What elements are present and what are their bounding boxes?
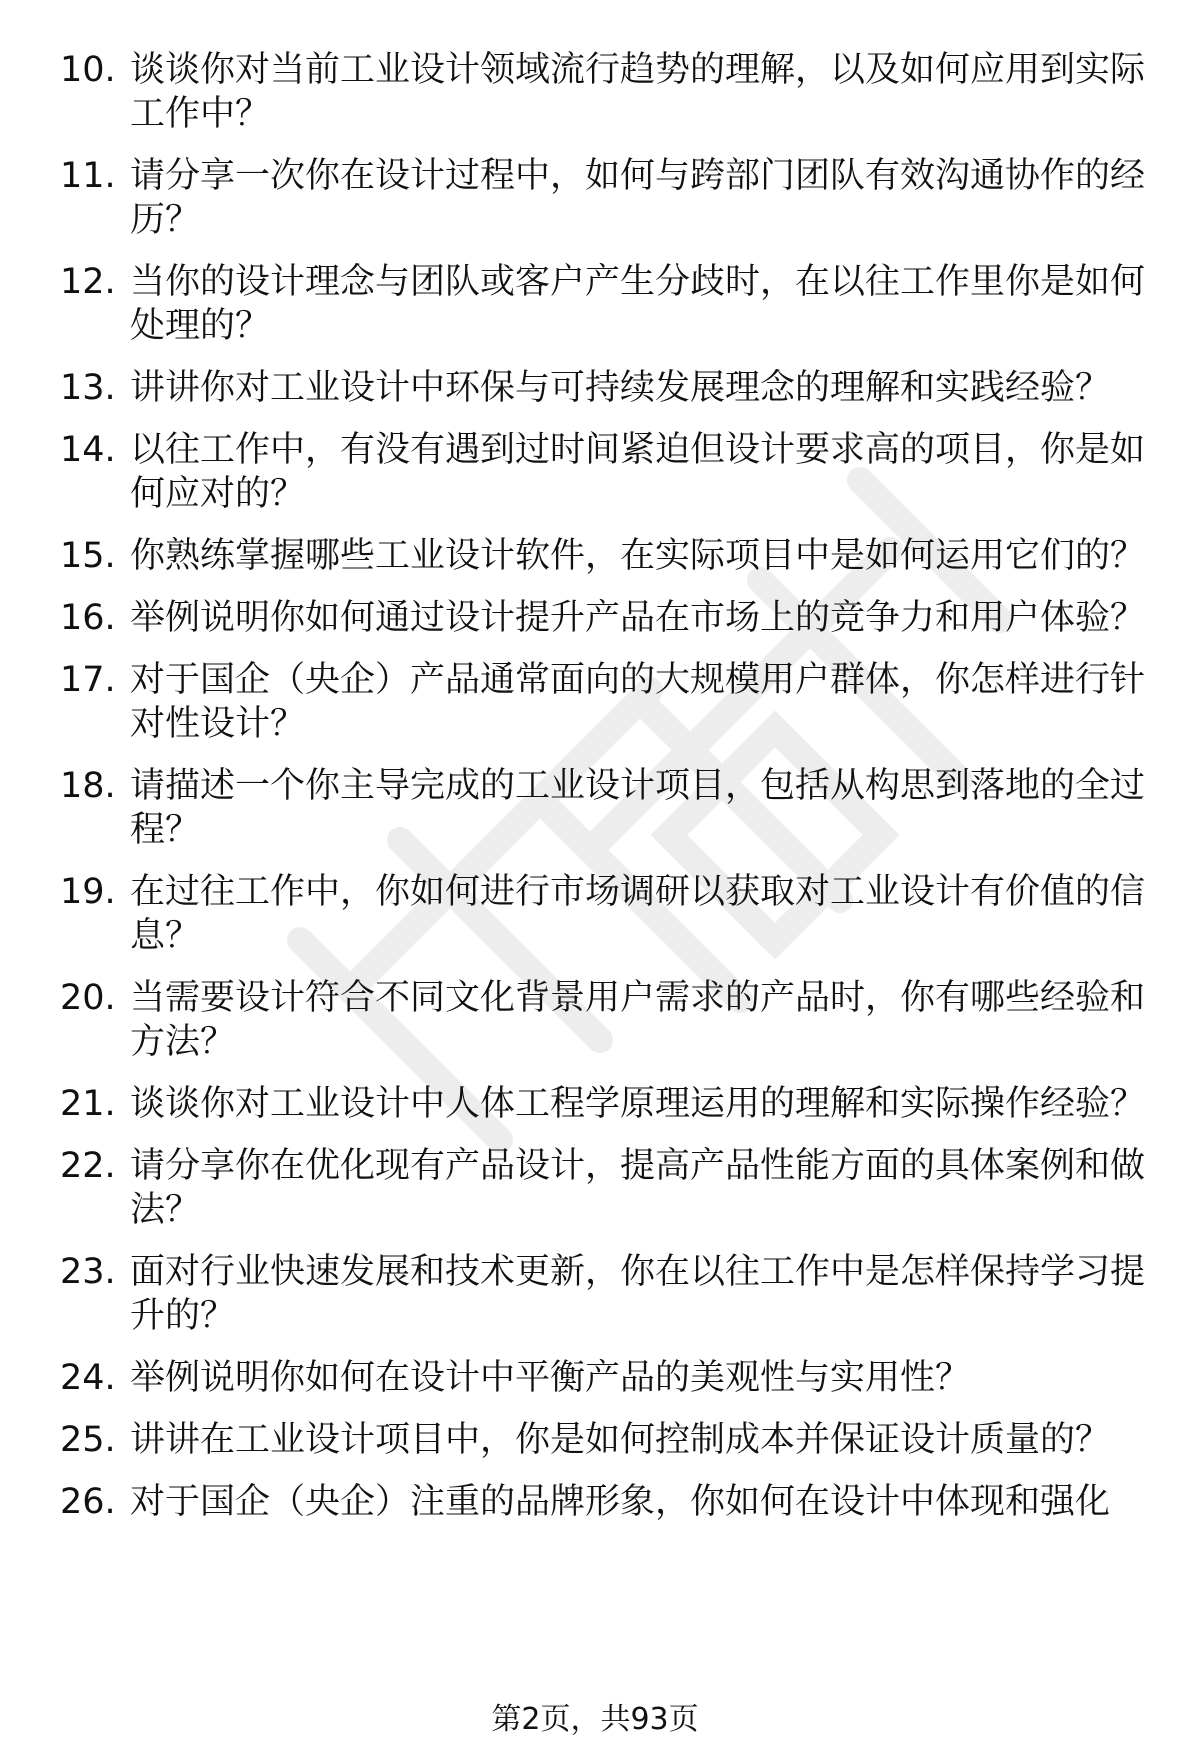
question-number: 12. <box>60 262 116 302</box>
question-item <box>60 658 1155 746</box>
question-number: 26. <box>60 1482 116 1522</box>
question-number: 18. <box>60 766 116 806</box>
question-text: 以往工作中，有没有遇到过时间紧迫但设计要求高的项目，你是如何应对的？ <box>130 430 1146 514</box>
question-number: 23. <box>60 1252 116 1292</box>
question-item <box>60 534 1155 578</box>
question-text: 请分享你在优化现有产品设计，提高产品性能方面的具体案例和做法？ <box>130 1146 1146 1230</box>
question-text: 你熟练掌握哪些工业设计软件，在实际项目中是如何运用它们的？ <box>130 536 1146 576</box>
question-number: 16. <box>60 598 116 638</box>
question-number: 22. <box>60 1146 116 1186</box>
question-item <box>60 1356 1155 1400</box>
question-item <box>60 976 1155 1064</box>
question-item <box>60 260 1155 348</box>
question-number: 14. <box>60 430 116 470</box>
question-text: 举例说明你如何通过设计提升产品在市场上的竞争力和用户体验？ <box>130 598 1146 638</box>
question-number: 24. <box>60 1358 116 1398</box>
question-number: 15. <box>60 536 116 576</box>
question-text: 举例说明你如何在设计中平衡产品的美观性与实用性？ <box>130 1358 971 1398</box>
question-number: 21. <box>60 1084 116 1124</box>
question-item <box>60 428 1155 516</box>
question-text: 谈谈你对工业设计中人体工程学原理运用的理解和实际操作经验？ <box>130 1084 1146 1124</box>
interview-question-list <box>60 48 1155 1542</box>
question-item <box>60 366 1155 410</box>
question-number: 19. <box>60 872 116 912</box>
question-number: 11. <box>60 156 116 196</box>
question-number: 20. <box>60 978 116 1018</box>
question-number: 10. <box>60 50 116 90</box>
question-text: 讲讲你对工业设计中环保与可持续发展理念的理解和实践经验？ <box>130 368 1111 408</box>
question-item <box>60 764 1155 852</box>
question-number: 17. <box>60 660 116 700</box>
question-item <box>60 870 1155 958</box>
question-text: 对于国企（央企）注重的品牌形象，你如何在设计中体现和强化 <box>130 1482 1111 1522</box>
question-text: 讲讲在工业设计项目中，你是如何控制成本并保证设计质量的？ <box>130 1420 1111 1460</box>
question-text: 在过往工作中，你如何进行市场调研以获取对工业设计有价值的信息？ <box>130 872 1146 956</box>
question-text: 当需要设计符合不同文化背景用户需求的产品时，你有哪些经验和方法？ <box>130 978 1146 1062</box>
question-item <box>60 1480 1155 1524</box>
question-number: 13. <box>60 368 116 408</box>
page-number-footer: 第2页，共93页 <box>491 1702 699 1737</box>
question-item <box>60 1250 1155 1338</box>
question-text: 谈谈你对当前工业设计领域流行趋势的理解，以及如何应用到实际工作中？ <box>130 50 1146 134</box>
question-item <box>60 596 1155 640</box>
question-text: 对于国企（央企）产品通常面向的大规模用户群体，你怎样进行针对性设计？ <box>130 660 1146 744</box>
question-text: 请分享一次你在设计过程中，如何与跨部门团队有效沟通协作的经历？ <box>130 156 1146 240</box>
question-item <box>60 1082 1155 1126</box>
question-item <box>60 154 1155 242</box>
question-item <box>60 1144 1155 1232</box>
question-item <box>60 1418 1155 1462</box>
question-item <box>60 48 1155 136</box>
question-text: 请描述一个你主导完成的工业设计项目，包括从构思到落地的全过程？ <box>130 766 1146 850</box>
question-text: 当你的设计理念与团队或客户产生分歧时，在以往工作里你是如何处理的？ <box>130 262 1146 346</box>
question-number: 25. <box>60 1420 116 1460</box>
question-text: 面对行业快速发展和技术更新，你在以往工作中是怎样保持学习提升的？ <box>130 1252 1146 1336</box>
